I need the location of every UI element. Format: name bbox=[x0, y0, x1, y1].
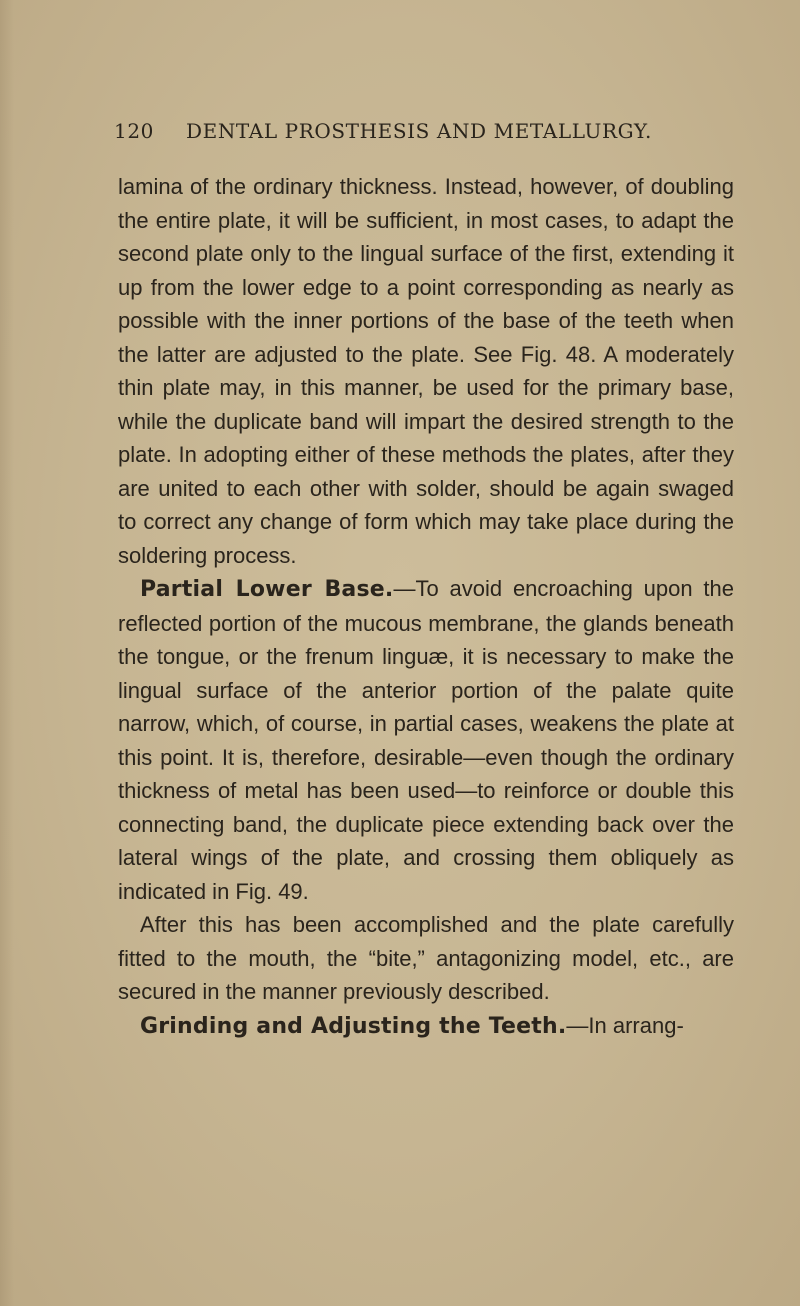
paragraph-text: lamina of the ordinary thickness. Instead, however, of doubling the entire plate, it will be sufficient, in most cases, to adapt the second plate only to the lingual surface of the first, extending it up from the lower edge to a point corresponding as nearly as possible with the inner portions of the base of the teeth when the latter are adjusted to the plate. See Fig. 48. A moderately thin plate may, in this manner, be used for the primary base, while the duplicate band will impart the desired strength to the plate. In adopting either of these methods the plates, after they are united to each other with solder, should be again swaged to correct any change of form which may take place during the soldering process. bbox=[118, 174, 734, 568]
paragraph-text: —In arrang- bbox=[566, 1012, 684, 1038]
running-header bbox=[114, 119, 734, 151]
body-text bbox=[118, 170, 734, 1043]
running-title: DENTAL PROSTHESIS AND METALLURGY. bbox=[186, 119, 653, 143]
paragraph-after-accomplished bbox=[118, 908, 734, 1009]
paragraph-text: —To avoid encroaching upon the reflected portion of the mucous membrane, the glands beneath the tongue, or the frenum linguæ, it is necessary to make the lingual surface of the anterior portion of the palate quite narrow, which, of course, in partial cases, weakens the plate at this point. It is, therefore, desirable—even though the ordinary thickness of metal has been used—to reinforce or double this connecting band, the duplicate piece extending back over the lateral wings of the plate, and crossing them obliquely as indicated in Fig. 49. bbox=[118, 576, 734, 904]
section-heading: Partial Lower Base. bbox=[140, 577, 394, 602]
page-edge-shadow bbox=[0, 0, 14, 1306]
paragraph-continuation bbox=[118, 170, 734, 572]
paragraph-text: After this has been accomplished and the plate carefully fitted to the mouth, the “bite,” antagonizing model, etc., are secured in the manner previously described. bbox=[118, 912, 734, 1004]
page-number: 120 bbox=[114, 119, 154, 143]
paragraph-grinding-adjusting bbox=[118, 1009, 734, 1044]
paragraph-partial-lower-base bbox=[118, 572, 734, 908]
section-heading: Grinding and Adjusting the Teeth. bbox=[140, 1013, 567, 1039]
